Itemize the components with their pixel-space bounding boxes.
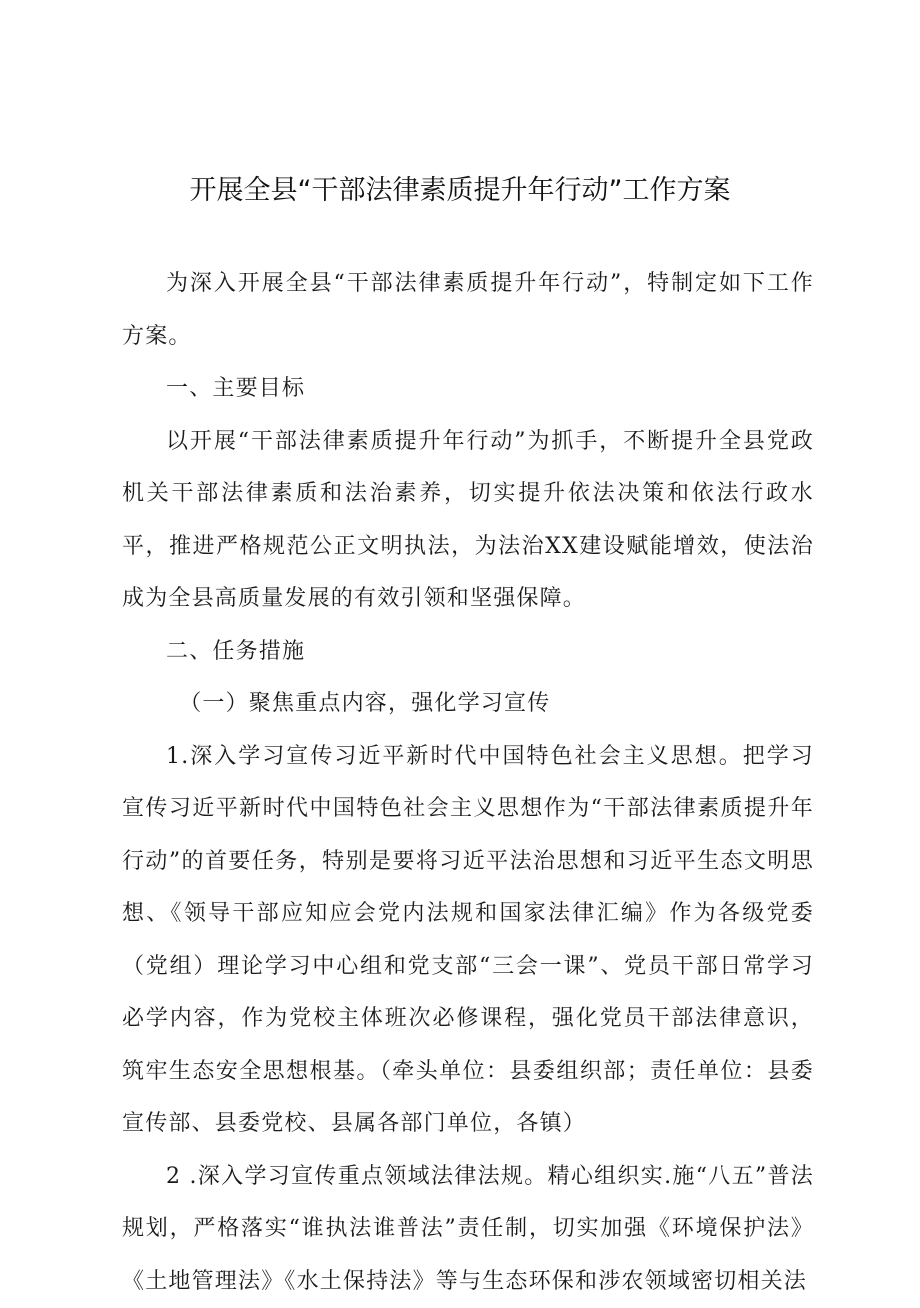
- document-title: 开展全县“干部法律素质提升年行动”工作方案: [0, 168, 920, 207]
- measure-item-1: 1.深入学习宣传习近平新时代中国特色社会主义思想。把学习宣传习近平新时代中国特色社会主义思想作为“干部法律素质提升年行动”的首要任务，特别是要将习近平法治思想和习近平生态文明思想、《领导干部应知应会党内法规和国家法律汇编》作为各级党委（党组）理论学习中心组和党支部“三会一课”、党员干部日常学习必学内容，作为党校主体班次必修课程，强化党员干部法律意识，筑牢生态安全思想根基。（牵头单位：县委组织部；责任单位：县委宣传部、县委党校、县属各部门单位，各镇）: [122, 731, 814, 1151]
- measure-item-2: 2 .深入学习宣传重点领域法律法规。精心组织实.施“八五”普法规划，严格落实“谁执法谁普法”责任制，切实加强《环境保护法》《土地管理法》《水土保持法》等与生态环保和涉农领域密切相关法: [122, 1151, 814, 1308]
- subsection-heading-1: （一）聚焦重点内容，强化学习宣传: [122, 678, 814, 731]
- document-body: [122, 258, 814, 1308]
- section-heading-goals: 一、主要目标: [122, 363, 814, 416]
- section-heading-measures: 二、任务措施: [122, 626, 814, 679]
- intro-paragraph: 为深入开展全县“干部法律素质提升年行动”，特制定如下工作方案。: [122, 258, 814, 363]
- goals-paragraph: 以开展“干部法律素质提升年行动”为抓手，不断提升全县党政机关干部法律素质和法治素养，切实提升依法决策和依法行政水平，推进严格规范公正文明执法，为法治XX建设赋能增效，使法治成为全县高质量发展的有效引领和坚强保障。: [122, 416, 814, 626]
